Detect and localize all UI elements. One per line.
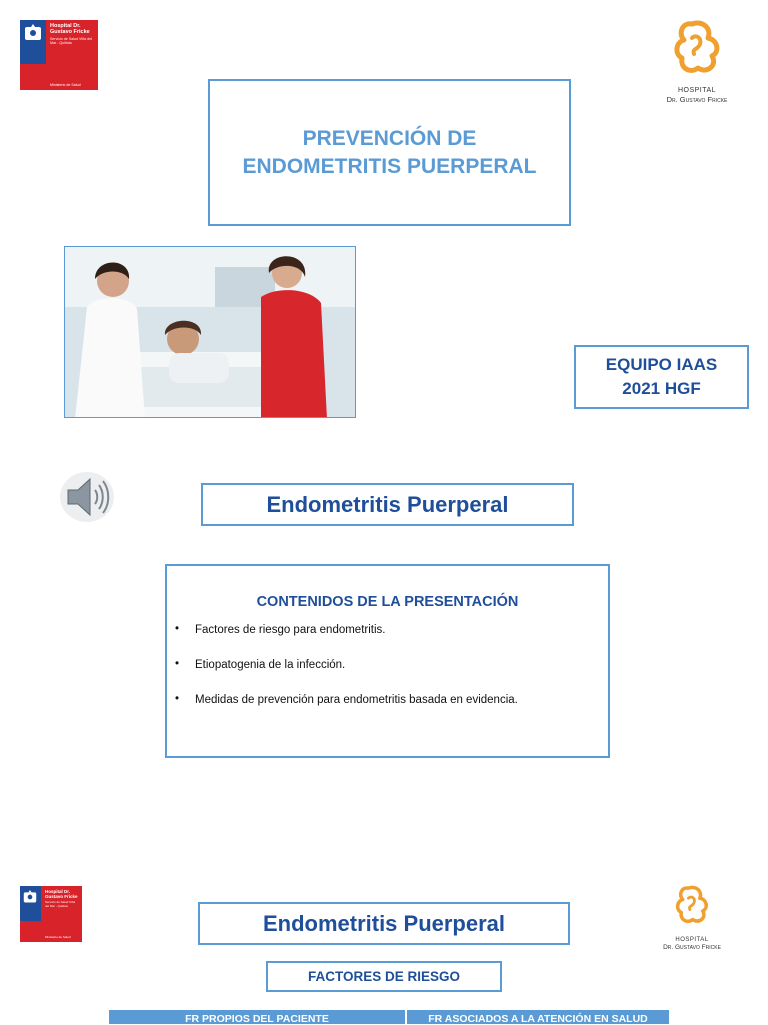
ministry-logo-slide2 [20,886,82,942]
hospital-emblem-icon [667,880,717,932]
crest-icon [22,890,38,904]
table-header-patient: FR PROPIOS DEL PACIENTE [109,1010,405,1024]
speaker-icon[interactable] [58,470,116,529]
slide2-title [198,902,570,945]
risk-factors-heading [266,961,502,992]
hospital-logo-line2: Dr. Gustavo Fricke [663,944,721,951]
hospital-logo-line1: HOSPITAL [675,937,709,943]
contents-item: • Medidas de prevención para endometritis basada en evidencia. [195,694,608,706]
team-line-1: EQUIPO IAAS [605,355,718,374]
hospital-emblem-icon [662,16,732,82]
ministry-logo-service: Servicio de Salud Viña del Mar - Quillota [45,900,76,908]
ministry-logo-ministry: Ministerio de Salud [45,935,71,939]
risk-factors-table-header [109,1010,669,1024]
ministry-logo-name: Hospital Dr. Gustavo Fricke [45,889,78,899]
contents-heading: CONTENIDOS DE LA PRESENTACIÓN [256,594,519,610]
section-title-text: Endometritis Puerperal [266,491,509,517]
ministry-logo-name: Hospital Dr. Gustavo Fricke [50,23,90,35]
hospital-logo-slide2 [652,880,732,952]
risk-factors-heading-text: FACTORES DE RIESGO [307,969,461,984]
hospital-logo [642,16,752,104]
title-line-1: PREVENCIÓN DE [302,126,477,150]
hospital-care-photo [64,246,356,418]
table-header-healthcare: FR ASOCIADOS A LA ATENCIÓN EN SALUD [407,1010,669,1024]
contents-box [165,564,610,758]
ministry-logo [20,20,98,90]
title-line-2: ENDOMETRITIS PUERPERAL [242,154,537,178]
contents-item: • Etiopatogenia de la infección. [195,659,608,671]
team-label [574,345,749,409]
presentation-title [208,79,571,226]
hospital-logo-line2: Dr. Gustavo Fricke [666,95,728,104]
section-title [201,483,574,526]
hospital-logo-line1: HOSPITAL [677,87,717,94]
contents-list [167,624,608,706]
crest-icon [23,24,43,42]
contents-item: • Factores de riesgo para endometritis. [195,624,608,636]
slide2-title-text: Endometritis Puerperal [262,910,506,936]
ministry-logo-service: Servicio de Salud Viña del Mar - Quillota [50,37,92,46]
team-line-2: 2021 HGF [622,379,701,398]
ministry-logo-ministry: Ministerio de Salud [50,83,81,87]
